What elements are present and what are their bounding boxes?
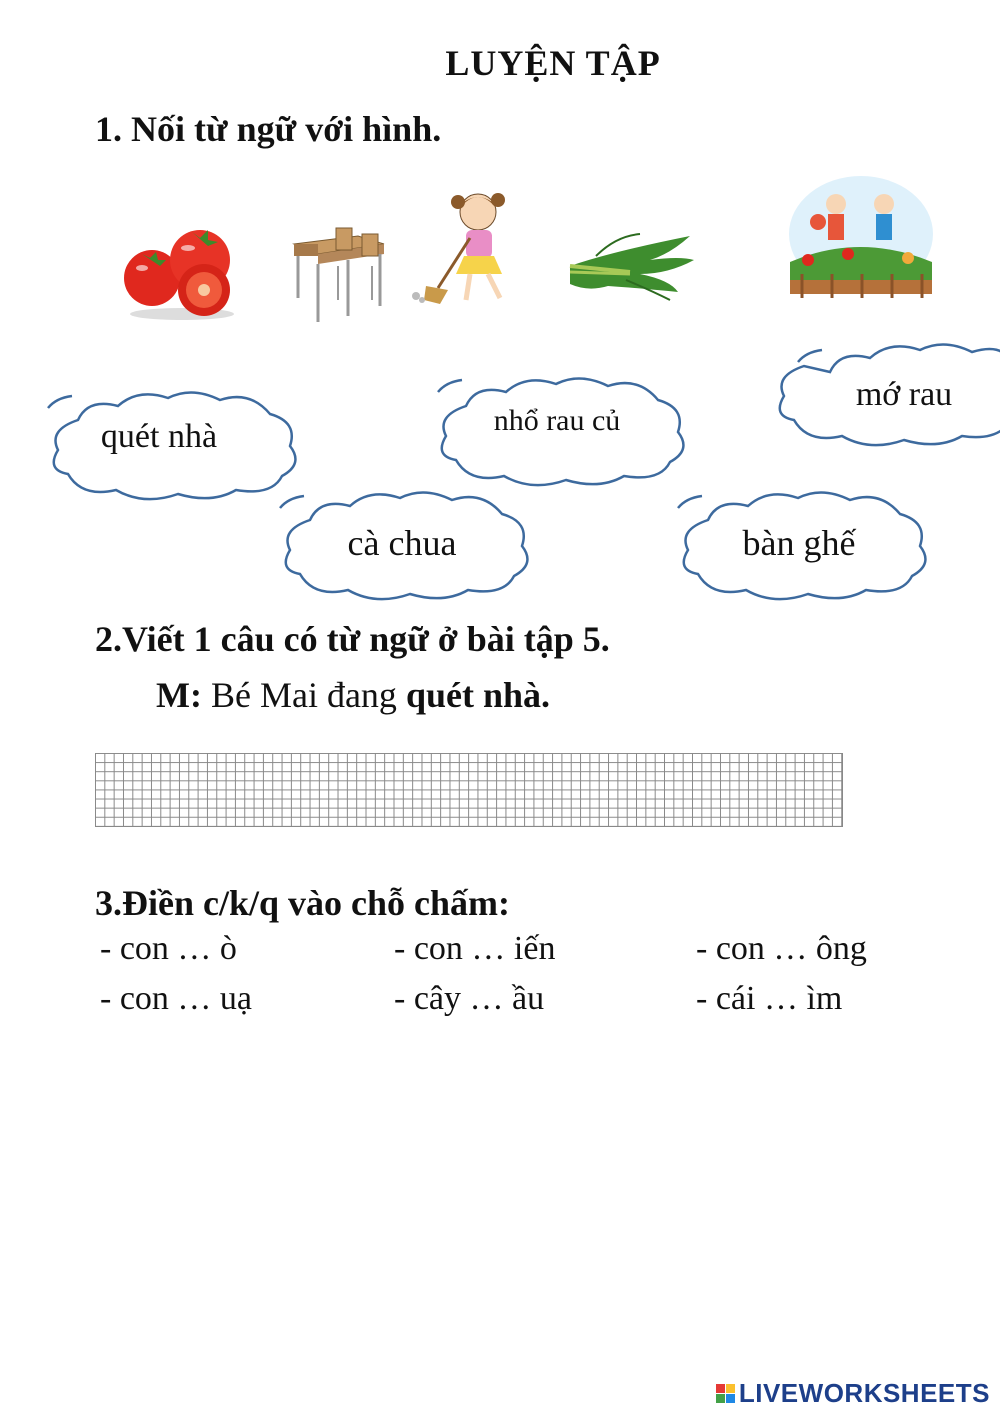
girl-sweeping-image — [408, 188, 544, 312]
example-sentence — [156, 674, 550, 716]
page-title: LUYỆN TẬP — [445, 43, 661, 83]
cloud-ca-chua[interactable] — [276, 490, 528, 590]
children-garden-image — [788, 174, 934, 304]
liveworksheets-logo — [716, 1378, 990, 1409]
fill-item[interactable]: - con … uạ — [100, 980, 253, 1017]
cloud-mo-rau[interactable] — [796, 346, 1000, 442]
cloud-label: mớ rau — [855, 376, 953, 413]
fill-item[interactable]: - con … ông — [696, 930, 867, 967]
fill-item[interactable]: - cây … ầu — [394, 980, 545, 1017]
fill-item[interactable]: - con … ò — [100, 930, 237, 967]
fill-item[interactable]: - cái … ìm — [696, 980, 843, 1017]
cloud-nho-rau-cu[interactable] — [432, 378, 682, 476]
cloud-label: cà chua — [347, 523, 457, 563]
exercise-1-heading: 1. Nối từ ngữ với hình. — [95, 109, 442, 149]
fill-item[interactable]: - con … iến — [394, 930, 556, 967]
cloud-label: quét nhà — [100, 418, 218, 455]
example-prefix: M: — [156, 675, 202, 715]
logo-text: LIVEWORKSHEETS — [738, 1378, 990, 1408]
example-bold: quét nhà. — [405, 675, 550, 715]
exercise-3-heading: 3.Điền c/k/q vào chỗ chấm: — [95, 883, 511, 923]
desk-image — [288, 226, 390, 328]
writing-grid[interactable] — [95, 753, 843, 827]
logo-squares-icon — [716, 1384, 735, 1403]
tomatoes-image — [122, 218, 240, 322]
water-spinach-image — [566, 226, 698, 306]
cloud-ban-ghe[interactable] — [674, 490, 924, 590]
cloud-label: nhổ rau củ — [493, 404, 621, 437]
cloud-label: bàn ghế — [742, 523, 856, 563]
exercise-2-heading: 2.Viết 1 câu có từ ngữ ở bài tập 5. — [95, 619, 610, 659]
example-text: Bé Mai đang — [201, 675, 406, 715]
cloud-quet-nha[interactable] — [44, 390, 298, 490]
